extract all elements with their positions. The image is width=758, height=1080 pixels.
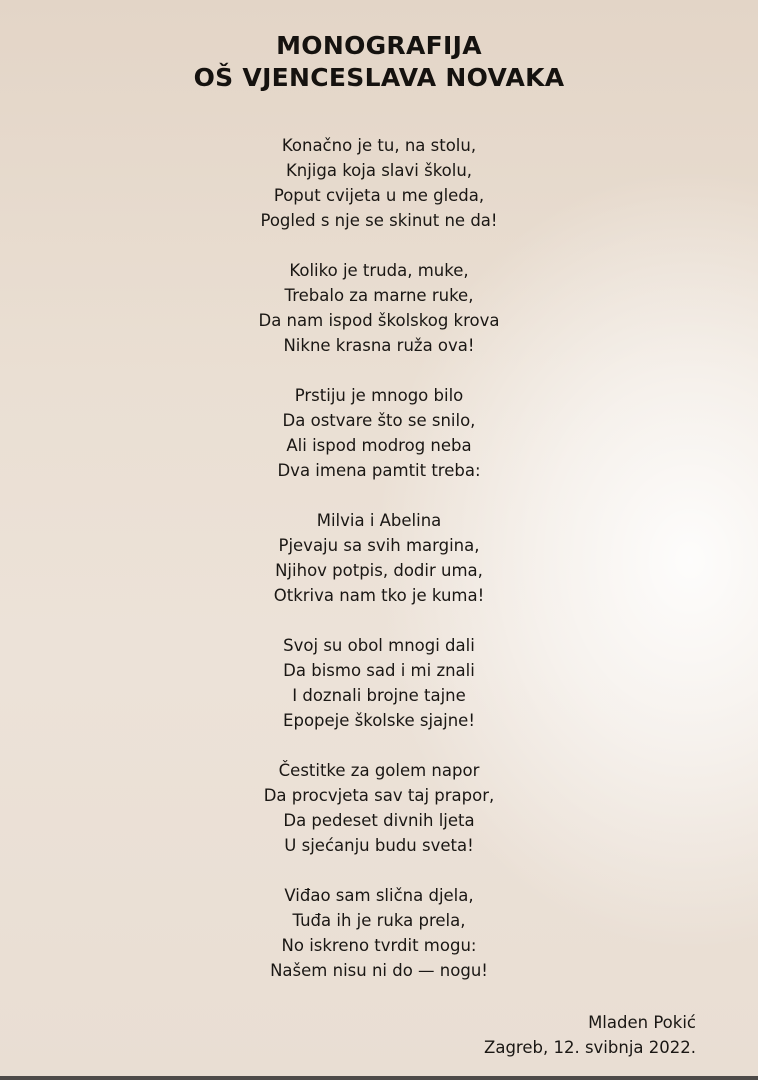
stanza-6 (0, 758, 758, 858)
poem-line: Epopeje školske sjajne! (283, 711, 475, 730)
poem-line: Nikne krasna ruža ova! (283, 336, 475, 355)
poem (0, 133, 758, 1008)
poem-line: Dva imena pamtit treba: (277, 461, 481, 480)
poem-line: Da pedeset divnih ljeta (283, 811, 475, 830)
poem-line: U sjećanju budu sveta! (284, 836, 474, 855)
stanza-1 (0, 133, 758, 233)
poem-line: Pjevaju sa svih margina, (278, 536, 480, 555)
signature (484, 1010, 696, 1060)
place-date: Zagreb, 12. svibnja 2022. (484, 1038, 696, 1057)
poem-line: Koliko je truda, muke, (289, 261, 469, 280)
poem-line: Viđao sam slična djela, (284, 886, 474, 905)
stanza-7 (0, 883, 758, 983)
poem-line: Milvia i Abelina (316, 511, 442, 530)
poem-line: Čestitke za golem napor (278, 761, 480, 780)
poem-line: No iskreno tvrdit mogu: (281, 936, 477, 955)
poem-line: Poput cvijeta u me gleda, (273, 186, 485, 205)
poem-line: I doznali brojne tajne (292, 686, 466, 705)
poem-line: Tuđa ih je ruka prela, (292, 911, 466, 930)
poem-line: Konačno je tu, na stolu, (281, 136, 477, 155)
poem-line: Pogled s nje se skinut ne da! (260, 211, 498, 230)
bottom-divider (0, 1076, 758, 1080)
poem-line: Da bismo sad i mi znali (283, 661, 475, 680)
poem-line: Našem nisu ni do — nogu! (270, 961, 488, 980)
poem-line: Svoj su obol mnogi dali (283, 636, 475, 655)
stanza-4 (0, 508, 758, 608)
stanza-2 (0, 258, 758, 358)
author-name: Mladen Pokić (588, 1013, 696, 1032)
poem-line: Da nam ispod školskog krova (258, 311, 500, 330)
stanza-5 (0, 633, 758, 733)
poem-line: Da ostvare što se snilo, (282, 411, 476, 430)
poem-line: Njihov potpis, dodir uma, (275, 561, 483, 580)
title-line-1: MONOGRAFIJA (276, 31, 482, 60)
stanza-3 (0, 383, 758, 483)
title-line-2: OŠ VJENCESLAVA NOVAKA (193, 63, 565, 92)
poem-line: Ali ispod modrog neba (286, 436, 472, 455)
poem-line: Otkriva nam tko je kuma! (273, 586, 485, 605)
poem-line: Prstiju je mnogo bilo (294, 386, 464, 405)
poem-line: Trebalo za marne ruke, (284, 286, 474, 305)
poem-line: Knjiga koja slavi školu, (285, 161, 473, 180)
page-title (0, 30, 758, 94)
poem-line: Da procvjeta sav taj prapor, (263, 786, 495, 805)
